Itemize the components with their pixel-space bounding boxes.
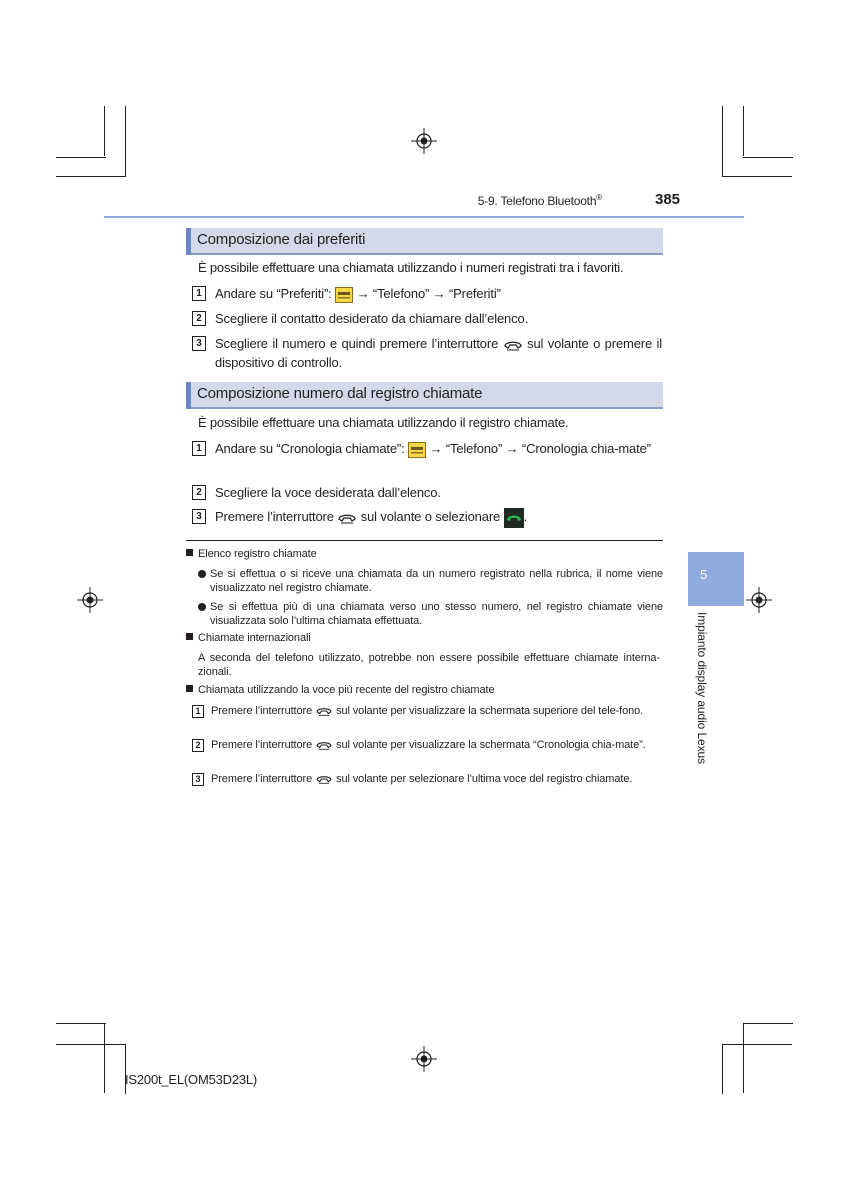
- section-title: 5-9. Telefono Bluetooth®: [477, 193, 602, 208]
- crop-mark: [104, 1023, 105, 1093]
- registration-mark-icon: [77, 587, 103, 613]
- step-number: 2: [192, 311, 206, 326]
- step-number: 3: [192, 336, 206, 351]
- chapter-tab: [688, 552, 744, 606]
- green-call-button-icon: [504, 508, 524, 528]
- step-number: 1: [192, 286, 206, 301]
- chapter-label: Impianto display audio Lexus: [695, 612, 709, 764]
- note-step: 2 Premere l’interruttore sul volante per visualizzare la schermata “Cronologia chia-mate”.: [192, 738, 659, 752]
- step-number: 3: [192, 773, 204, 786]
- note-text: A seconda del telefono utilizzato, potrebbe non essere possibile effettuare chiamate interna-zionali.: [198, 652, 660, 678]
- step-number: 1: [192, 705, 204, 718]
- phone-switch-icon: [315, 705, 333, 717]
- step-number: 3: [192, 509, 206, 524]
- step-item: 1 Andare su “Preferiti”: → “Telefono” → “Preferiti”: [192, 284, 662, 303]
- note-title: Chiamata utilizzando la voce più recente del registro chiamate: [186, 684, 494, 696]
- step-item: 1 Andare su “Cronologia chiamate”: → “Telefono” → “Cronologia chia-mate”: [192, 439, 662, 458]
- registration-mark-icon: [411, 1046, 437, 1072]
- crop-mark: [722, 106, 723, 176]
- section-intro: È possibile effettuare una chiamata utilizzando il registro chiamate.: [198, 415, 569, 430]
- step-number: 2: [192, 739, 204, 752]
- step-number: 2: [192, 485, 206, 500]
- note-bullet: Se si effettua o si riceve una chiamata da un numero registrato nella rubrica, il nome viene visualizzato nel registro chiamate.: [198, 567, 663, 595]
- crop-mark: [743, 157, 793, 158]
- section-heading: Composizione dai preferiti: [186, 228, 663, 255]
- notes-separator: [186, 540, 663, 541]
- note-step: 1 Premere l’interruttore sul volante per visualizzare la schermata superiore del tele-fono.: [192, 704, 659, 718]
- crop-mark: [125, 106, 126, 176]
- step-item: 2 Scegliere la voce desiderata dall’elenco.: [192, 483, 662, 502]
- header-rule: [104, 216, 744, 218]
- page-number: 385: [655, 191, 681, 208]
- crop-mark: [743, 1023, 744, 1093]
- crop-mark: [104, 106, 105, 156]
- menu-button-icon: [335, 287, 353, 303]
- step-number: 1: [192, 441, 206, 456]
- registration-mark-icon: [746, 587, 772, 613]
- note-title: Chiamate internazionali: [186, 632, 311, 644]
- phone-switch-icon: [337, 511, 357, 525]
- step-item: 3 Premere l’interruttore sul volante o selezionare .: [192, 507, 662, 528]
- step-item: 3 Scegliere il numero e quindi premere l’interruttore sul volante o premere il dispositivo di controllo.: [192, 334, 662, 372]
- crop-mark: [56, 1023, 106, 1024]
- section-heading: Composizione numero dal registro chiamate: [186, 382, 663, 409]
- crop-mark: [722, 1044, 792, 1045]
- crop-mark: [56, 157, 106, 158]
- menu-button-icon: [408, 442, 426, 458]
- crop-mark: [743, 1023, 793, 1024]
- chapter-number: 5: [700, 567, 708, 582]
- crop-mark: [722, 176, 792, 177]
- crop-mark: [56, 176, 126, 177]
- section-intro: È possibile effettuare una chiamata utilizzando i numeri registrati tra i favoriti.: [198, 260, 624, 275]
- phone-switch-icon: [315, 773, 333, 785]
- note-title: Elenco registro chiamate: [186, 548, 317, 560]
- crop-mark: [722, 1044, 723, 1094]
- crop-mark: [743, 106, 744, 156]
- note-step: 3 Premere l’interruttore sul volante per selezionare l’ultima voce del registro chiamate.: [192, 772, 659, 786]
- registration-mark-icon: [411, 128, 437, 154]
- phone-switch-icon: [315, 739, 333, 751]
- crop-mark: [56, 1044, 126, 1045]
- document-code: IS200t_EL(OM53D23L): [125, 1072, 258, 1087]
- note-bullet: Se si effettua più di una chiamata verso uno stesso numero, nel registro chiamate viene visualizzata solo l’ultima chiamata effettuata.: [198, 600, 663, 628]
- step-item: 2 Scegliere il contatto desiderato da chiamare dall’elenco.: [192, 309, 662, 328]
- phone-switch-icon: [503, 338, 523, 352]
